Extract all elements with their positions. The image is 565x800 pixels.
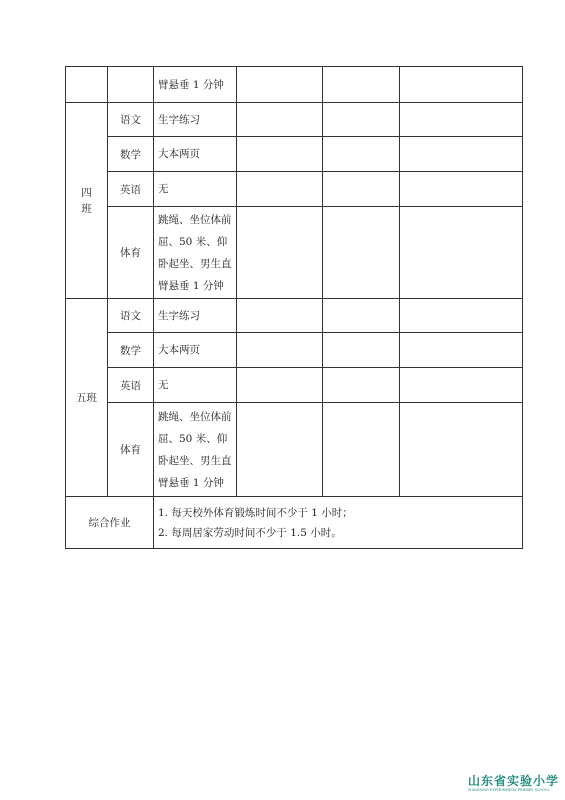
class-name-cell — [66, 103, 108, 299]
content-cell — [154, 403, 237, 497]
content-line: 臂悬垂 1 分钟 — [158, 279, 224, 292]
subject-cell: 英语 — [108, 368, 154, 403]
blank-cell — [237, 67, 323, 103]
content-cell — [154, 207, 237, 299]
content-line: 臂悬垂 1 分钟 — [158, 476, 224, 489]
subject-cell: 数学 — [108, 137, 154, 172]
class-cell-continued — [66, 67, 108, 103]
content-cell: 生字练习 — [154, 299, 237, 333]
content-line: 跳绳、坐位体前 — [158, 410, 232, 423]
content-cell: 无 — [154, 368, 237, 403]
blank-cell — [400, 67, 523, 103]
subject-cell: 体育 — [108, 207, 154, 299]
class-name-line: 班 — [81, 202, 92, 215]
blank-cell — [323, 333, 400, 368]
school-logo-english: SHANDONG EXPERIMENTAL PRIMARY SCHOOL — [468, 788, 550, 792]
blank-cell — [323, 403, 400, 497]
content-cell: 无 — [154, 172, 237, 207]
table-row — [66, 67, 523, 103]
content-line: 卧起坐、男生直 — [158, 257, 232, 270]
blank-cell — [237, 368, 323, 403]
blank-cell — [237, 403, 323, 497]
blank-cell — [400, 333, 523, 368]
blank-cell — [237, 103, 323, 137]
table-row — [66, 207, 523, 299]
summary-content — [154, 497, 523, 549]
content-cell: 臂悬垂 1 分钟 — [154, 67, 237, 103]
table-row — [66, 103, 523, 137]
homework-table — [65, 66, 523, 549]
blank-cell — [323, 299, 400, 333]
blank-cell — [400, 207, 523, 299]
content-cell: 大本两页 — [154, 333, 237, 368]
summary-label: 综合作业 — [66, 497, 154, 549]
blank-cell — [323, 368, 400, 403]
table-row — [66, 333, 523, 368]
subject-cell: 英语 — [108, 172, 154, 207]
blank-cell — [323, 137, 400, 172]
table-row — [66, 403, 523, 497]
blank-cell — [237, 299, 323, 333]
subject-cell: 数学 — [108, 333, 154, 368]
subject-cell: 语文 — [108, 299, 154, 333]
blank-cell — [400, 103, 523, 137]
content-cell: 生字练习 — [154, 103, 237, 137]
blank-cell — [400, 172, 523, 207]
table-row — [66, 299, 523, 333]
blank-cell — [400, 137, 523, 172]
class-name-cell: 五班 — [66, 299, 108, 497]
table-row — [66, 172, 523, 207]
blank-cell — [323, 172, 400, 207]
summary-item: 1. 每天校外体育锻炼时间不少于 1 小时； — [158, 506, 353, 519]
blank-cell — [237, 207, 323, 299]
blank-cell — [400, 368, 523, 403]
school-logo — [468, 774, 560, 798]
class-name-line: 四 — [81, 186, 92, 199]
summary-item: 2. 每周居家劳动时间不少于 1.5 小时。 — [158, 526, 342, 539]
subject-cell: 语文 — [108, 103, 154, 137]
school-logo-chinese: 山东省实验小学 — [468, 774, 560, 788]
subject-cell: 体育 — [108, 403, 154, 497]
blank-cell — [323, 207, 400, 299]
content-cell: 大本两页 — [154, 137, 237, 172]
table-row — [66, 137, 523, 172]
content-line: 屈、50 米、仰 — [158, 235, 228, 248]
blank-cell — [323, 103, 400, 137]
subject-cell-continued — [108, 67, 154, 103]
blank-cell — [323, 67, 400, 103]
content-line: 跳绳、坐位体前 — [158, 213, 232, 226]
table-row — [66, 368, 523, 403]
blank-cell — [400, 299, 523, 333]
content-line: 卧起坐、男生直 — [158, 454, 232, 467]
blank-cell — [237, 137, 323, 172]
summary-row — [66, 497, 523, 549]
blank-cell — [237, 172, 323, 207]
blank-cell — [400, 403, 523, 497]
blank-cell — [237, 333, 323, 368]
content-line: 屈、50 米、仰 — [158, 432, 228, 445]
